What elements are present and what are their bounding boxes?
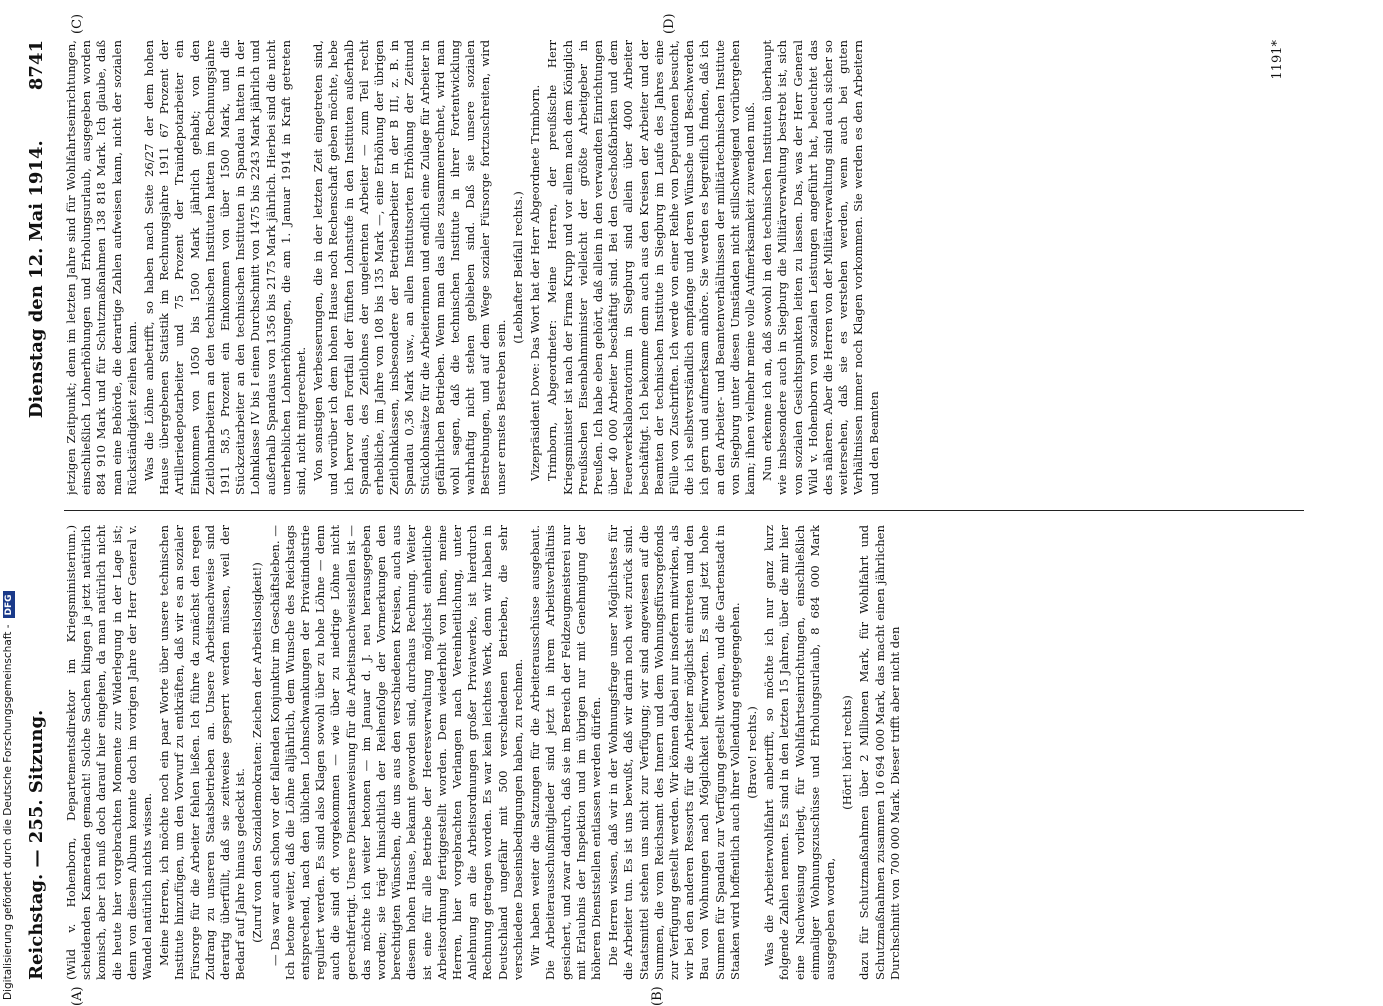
running-head-date: Dienstag den 12. Mai 1914. [26,140,47,419]
margin-mark-a: (A) [70,986,85,1006]
paragraph: — Das war auch schon vor der fallenden Konjunktur im Geschäftsleben. — Ich betone weiter, daß die Löhne alljährlich, dem Wunsche des Reichstags entsprechend, nach den üblichen Lohnschwankungen der Privatindustrie reguliert werden. Es sind also Klagen sowohl über zu hohe Löhne — denn auch die sind oft vorgekommen — wie über zu niedrige Löhne nicht gerechtfertigt. Unsere Dienstanweisung für die Arbeitsnachweisstellen ist — das möchte ich weiter betonen — im Januar d. J. neu herausgegeben worden; sie trägt hinsichtlich der Reihenfolge der Vormerkungen den berechtigten Wünschen, die uns aus den verschiedenen Kreisen, auch aus diesem hohen Hause, bekannt geworden sind, durchaus Rechnung. Weiter ist eine für alle Betriebe der Heeresverwaltung möglichst einheitliche Arbeitsordnung fertiggestellt worden. Dem wiederholt von Ihnen, meine Herren, hier vorgebrachten Verlangen nach Vereinheitlichung, unter Anlehnung an die Arbeitsordnungen großer Privatwerke, ist hierdurch Rechnung getragen worden. Es war kein leichtes Werk, denn wir haben in Deutschland ungefähr mit 500 verschiedenen Betrieben, die sehr verschiedene Daseinsbedingungen haben, zu rechnen. [267,525,525,980]
paragraph: Wir haben weiter die Satzungen für die Arbeiterausschüsse ausgebaut. Die Arbeiterausschußmitglieder sind jetzt in ihrem Arbeitsverhältnis gesichert, und zwar dadurch, daß sie im Bereich der Feldzeugmeisterei nur mit Erlaubnis der Inspektion und im übrigen nur mit Genehmigung der höheren Dienststellen entlassen werden dürfen. [528,525,603,980]
funding-note [2,0,22,1000]
paragraph: Die Herren wissen, daß wir in der Wohnungsfrage unser Möglichstes für die Arbeiter tun. Es ist uns bewußt, daß wir darin noch weit zurück sind. Staatsmittel stehen uns nicht zur Verfügung; wir sind angewiesen auf die Summen, die vom Reichsamt des Innern und dem Wohnungsfürsorgefonds zur Verfügung gestellt werden. Wir können dabei nur insofern mitwirken, als wir bei den anderen Ressorts für die Arbeiter möglichst eintreten und den Bau von Wohnungen nach Möglichkeit befürworten. Es sind jetzt hohe Summen für Spandau zur Verfügung gestellt worden, und die Gartenstadt in Staaken wird hoffentlich auch ihrer Vollendung entgegengehen. [606,525,742,980]
right-column [64,40,1304,495]
paragraph: Was die Löhne anbetrifft, so haben nach Seite 26/27 der dem hohen Hause übergebenen Statistik im Rechnungsjahre 1911 67 Prozent der Artilleriedepotarbeiter und 75 Prozent der Traindepotarbeiter ein Einkommen von 1050 bis 1500 Mark jährlich gehabt; von den Zeitlohnarbeitern an den technischen Instituten hatten im Rechnungsjahre 1911 58,5 Prozent ein Einkommen von über 1500 Mark, und die Stückzeitarbeiter an den technischen Instituten in Spandau hatten in der Lohnklasse IV bis I einen Durchschnitt von 1475 bis 2243 Mark jährlich und außerhalb Spandaus von 1356 bis 2175 Mark jährlich. Hierbei sind die nicht unerheblichen Lohnerhöhungen, die am 1. Januar 1914 in Kraft getreten sind, nicht mitgerechnet. [142,40,309,495]
paragraph: Nun erkenne ich an, daß sowohl in den technischen Instituten überhaupt wie insbesondere auch in Siegburg die Militärverwaltung bestrebt ist, sich von sozialen Gesichtspunkten leiten zu lassen. Das, was der Herr General Wild v. Hohenborn von sozialen Leistungen angeführt hat, beleuchtet das des näheren. Aber die Herren von der Militärverwaltung sind auch sicher so weitersehen, daß sie es verstehen werden, wenn auch bei guten Verhältnissen immer noch Klagen vorkommen. Sie werden es den Arbeitern und den Beamten [760,40,881,495]
paragraph: Meine Herren, ich möchte noch ein paar Worte über unsere technischen Institute hinzufügen, um den Vorwurf zu entkräften, daß wir es an sozialer Fürsorge für die Arbeiter fehlen ließen. Ich führe da zunächst den regen Zudrang zu unseren Staatsbetrieben an. Unsere Arbeitsnachweise sind derartig überfüllt, daß sie zeitweise gesperrt werden müssen, weil der Bedarf auf Jahre hinaus gedeckt ist. [157,525,248,980]
speaker-paragraph: Vizepräsident Dove: Das Wort hat der Herr Abgeordnete Trimborn. [528,84,543,481]
paragraph: (Wild v. Hohenborn, Departementsdirektor im Kriegsministerium.) scheidenden Kameraden gemacht! Solche Sachen klingen ja jetzt natürlich komisch, aber ich muß doch darauf hier eingehen, da man natürlich nicht die heute hier vorgebrachten Momente zur Widerlegung in der Lage ist; denn von diesem Album konnte doch im vorigen Jahre der Herr General v. Wandel natürlich nichts wissen. [64,525,155,980]
left-column [64,525,1304,980]
margin-mark-c: (C) [70,13,85,34]
paragraph: jetzigen Zeitpunkt; denn im letzten Jahre sind für Wohlfahrtseinrichtungen, einschließlich Lohnerhöhungen und Erholungsurlaub, ausgegeben worden 884 910 Mark und für Schutzmaßnahmen 138 818 Mark. Ich glaube, daß man eine Behörde, die derartige Zahlen aufweisen kann, nicht der sozialen Rückständigkeit zeihen kann. [64,40,139,495]
speaker-paragraph: Trimborn, Abgeordneter: Meine Herren, der preußische Herr Kriegsminister ist nach der Firma Krupp und vor allem nach dem Königlich Preußischen Eisenbahnminister vielleicht der größte Arbeitgeber in Preußen. Ich habe eben gehört, daß allein in den verwandten Einrichtungen über 40 000 Arbeiter beschäftigt sind. Bei den Geschoßfabriken und dem Feuerwerkslaboratorium in Siegburg sind allein über 4000 Arbeiter beschäftigt. Ich bekomme denn auch aus den Kreisen der Arbeiter und der Beamten der technischen Institute in Siegburg im Laufe des Jahres eine Fülle von Zuschriften. Ich werde von einer Reihe von Deputationen besucht, die ich selbstverständlich empfange und deren Wünsche und Beschwerden ich gern und aufmerksam anhöre. Sie werden es begreiflich finden, daß ich an den Arbeiter- und Beamtenverhältnissen der militärtechnischen Institute von Siegburg unter diesen Umständen nicht stillschweigend vorübergehen kann; ihnen vielmehr meine volle Aufmerksamkeit zuwenden muß. [545,40,757,495]
dfg-logo: DFG [3,591,15,618]
column-divider [64,510,1304,511]
signature-mark: 1191* [1270,40,1285,80]
paragraph: dazu für Schutzmaßnahmen über 2 Millionen Mark, für Wohlfahrt und Schutzmaßnahmen zusammen 10 694 000 Mark, das macht einen jährlichen Durchschnitt von 700 000 Mark. Dieser trifft aber nicht den [857,525,902,980]
margin-mark-b: (B) [650,986,665,1006]
interjection: (Hört! hört! rechts) [840,695,855,810]
document-page [22,13,1322,1006]
running-head-right [26,40,47,418]
interjection: (Bravo! rechts.) [744,706,759,799]
interjection: (Zuruf von den Sozialdemokraten: Zeichen der Arbeitslosigkeit!) [250,562,265,943]
page-number: 8741 [26,40,47,91]
paragraph: Von sonstigen Verbesserungen, die in der letzten Zeit eingetreten sind, und worüber ich dem hohen Hause noch Rechenschaft geben möchte, hebe ich hervor den Fortfall der fünften Lohnstufe in den Instituten außerhalb Spandaus, des Zeitlohnes der ungelernten Arbeiter — zum Teil recht erhebliche, im Jahre von 108 bis 135 Mark —, eine Erhöhung der übrigen Zeitlohnklassen, insbesondere der Betriebsarbeiter in der B III, z. B. in Spandau 0,36 Mark usw., an allen Institutsorten Erhöhung der Zeitund Stücklohnsätze für die Arbeiterinnen und endlich eine Zulage für Arbeiter in gefährlichen Betrieben. Wenn man das alles zusammenrechnet, wird man wohl sagen, daß die technischen Institute in ihrer Fortentwicklung wahrhaftig nicht stehen geblieben sind. Daß sie unsere sozialen Bestrebungen, und auf dem Wege sozialer Fürsorge fortzuschreiten, wird unser ernstes Bestreben sein. [311,40,508,495]
paragraph: Was die Arbeiterwohlfahrt anbetrifft, so möchte ich nur ganz kurz folgende Zahlen nennen. Es sind in den letzten 15 Jahren, über die mir hier eine Nachweisung vorliegt, für Wohlfahrtseinrichtungen, einschließlich einmaliger Wohnungszuschüsse und Erholungsurlaub, 8 684 000 Mark ausgegeben worden, [762,525,837,980]
interjection: (Lebhafter Beifall rechts.) [510,191,525,344]
running-head [22,40,56,980]
margin-mark-d: (D) [662,13,677,34]
running-head-left: Reichstag. — 255. Sitzung. [26,709,47,980]
funding-note-text: Digitalisierung gefördert durch die Deutsche Forschungsgemeinschaft - [2,624,14,1000]
